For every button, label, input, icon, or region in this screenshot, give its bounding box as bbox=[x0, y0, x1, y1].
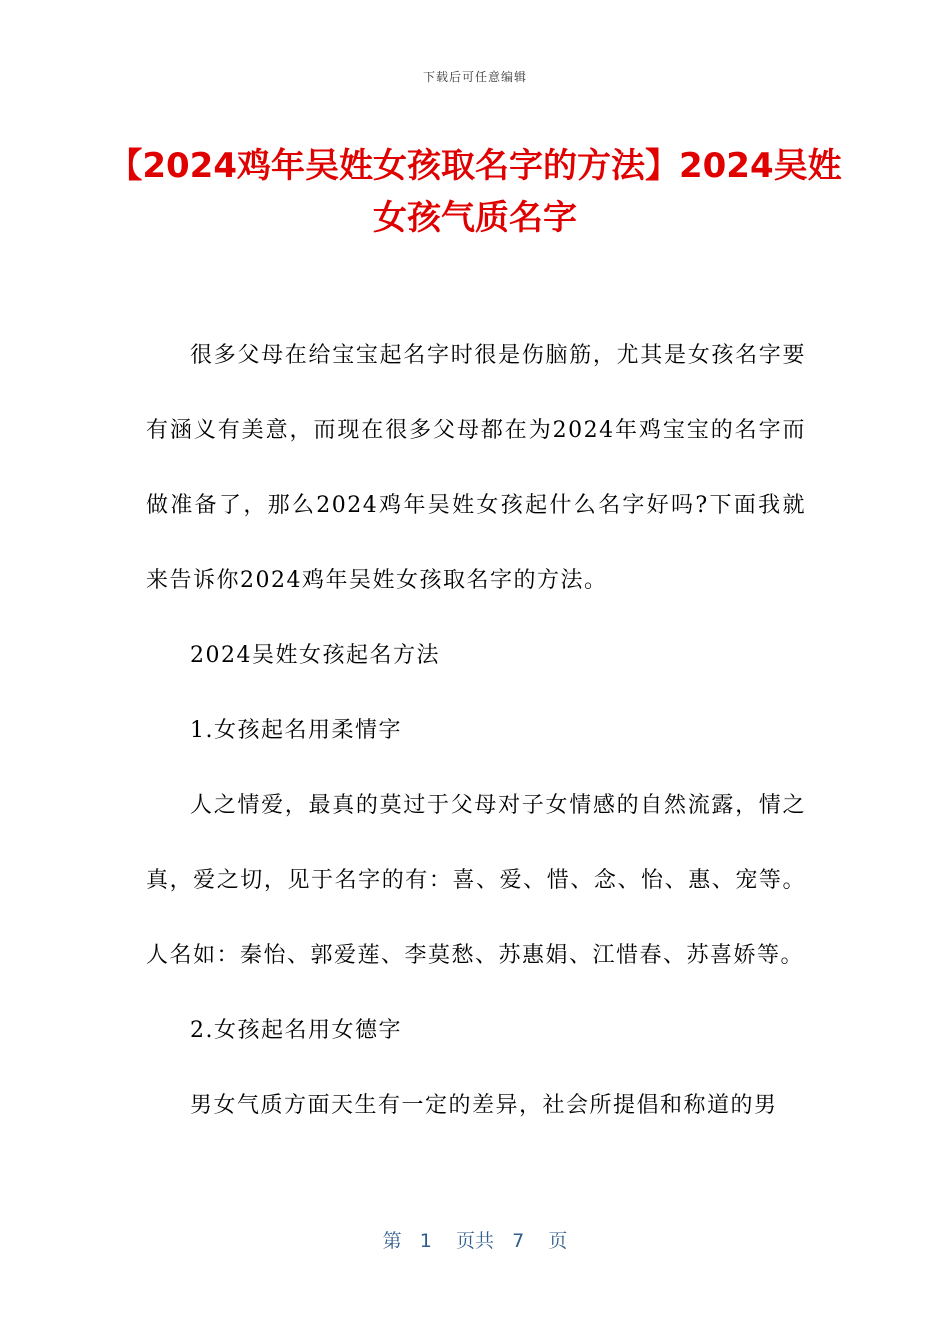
footer-label-of: 页共 bbox=[455, 1230, 494, 1252]
footer-label-page: 第 bbox=[382, 1230, 402, 1252]
page-footer bbox=[0, 1226, 950, 1253]
section-heading: 2024吴姓女孩起名方法 bbox=[190, 643, 440, 668]
footer-current-page: 1 bbox=[419, 1230, 432, 1252]
subsection-heading-1: 1.女孩起名用柔情字 bbox=[190, 718, 402, 743]
document-body bbox=[146, 318, 806, 1143]
intro-paragraph: 很多父母在给宝宝起名字时很是伤脑筋，尤其是女孩名字要有涵义有美意，而现在很多父母都在为2024年鸡宝宝的名字而做准备了，那么2024鸡年吴姓女孩起什么名字好吗?下面我就来告诉你2024鸡年吴姓女孩取名字的方法。 bbox=[146, 343, 806, 593]
document-title: 【2024鸡年吴姓女孩取名字的方法】2024吴姓女孩气质名字 bbox=[108, 146, 842, 238]
subsection-heading-2: 2.女孩起名用女德字 bbox=[190, 1018, 402, 1043]
footer-total-pages: 7 bbox=[512, 1230, 525, 1252]
body-paragraph-2: 男女气质方面天生有一定的差异，社会所提倡和称道的男 bbox=[190, 1093, 778, 1118]
page-header-note: 下载后可任意编辑 bbox=[422, 70, 527, 84]
footer-label-end: 页 bbox=[548, 1230, 568, 1252]
body-paragraph-1: 人之情爱，最真的莫过于父母对子女情感的自然流露，情之真，爱之切，见于名字的有：喜、爱、惜、念、怡、惠、宠等。人名如：秦怡、郭爱莲、李莫愁、苏惠娟、江惜春、苏喜娇等。 bbox=[146, 793, 806, 968]
